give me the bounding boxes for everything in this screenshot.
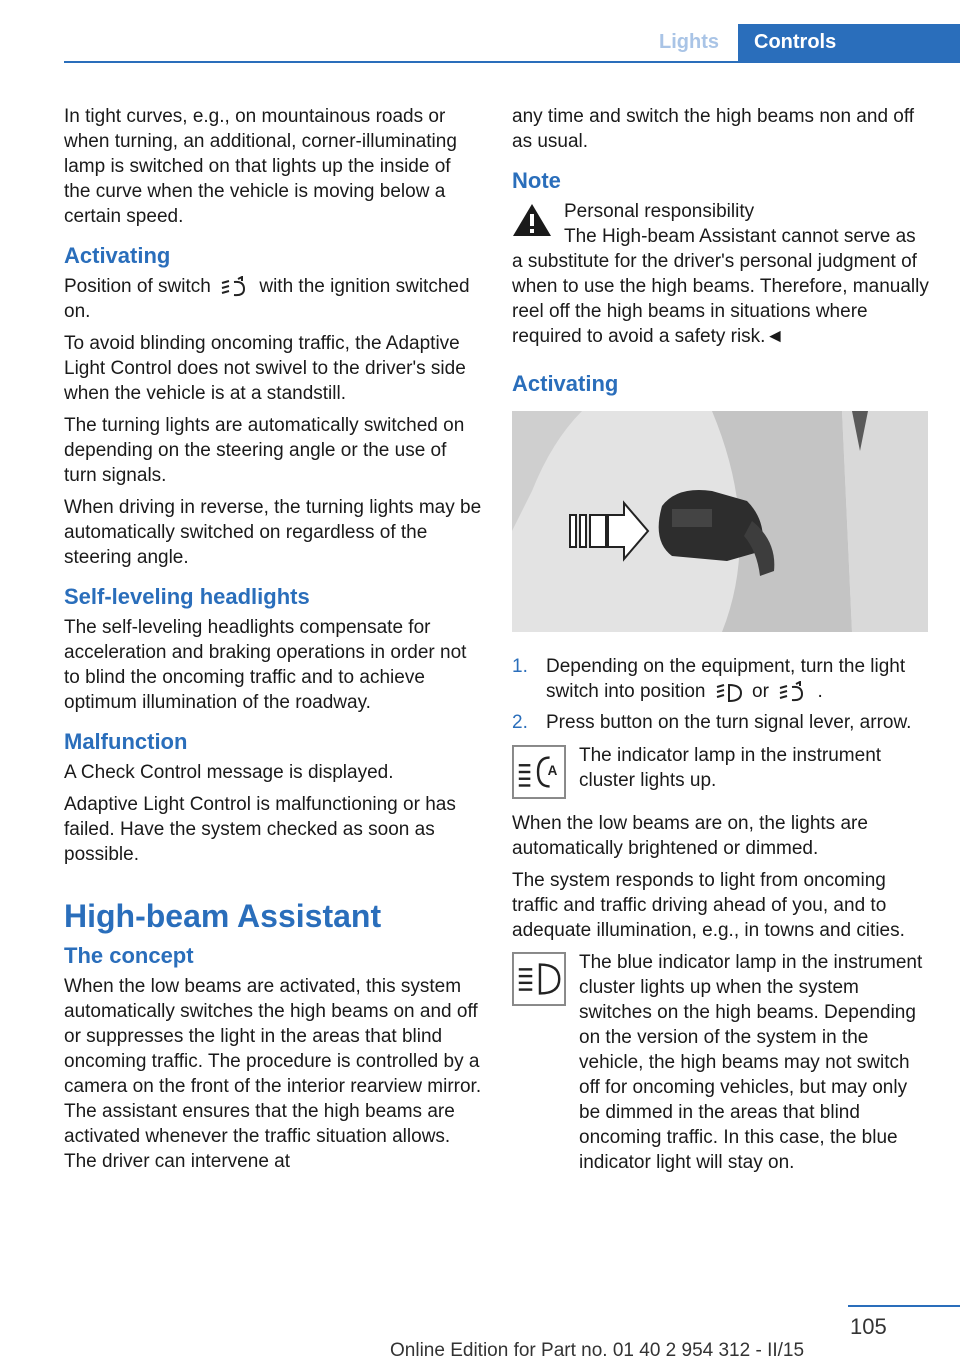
activating-heading: Activating xyxy=(64,243,171,268)
edition-footer: Online Edition for Part no. 01 40 2 954 312 - II/15 xyxy=(390,1340,805,1361)
concept-heading: The concept xyxy=(64,943,194,968)
malfunction-paragraph-1: A Check Control message is displayed. xyxy=(64,762,394,783)
adaptive-light-switch-icon xyxy=(778,681,808,703)
indicator-lamp-text: The indicator lamp in the instrument cluster lights up. xyxy=(579,745,882,791)
svg-text:A: A xyxy=(547,762,558,778)
list-item: 2. Press button on the turn signal lever, arrow. xyxy=(512,712,912,733)
activating-paragraph-4: When driving in reverse, the turning lights may be automatically switched on regardless of the steering angle. xyxy=(64,497,482,568)
activating-paragraph-3: The turning lights are automatically switched on depending on the steering angle or the use of turn signals. xyxy=(64,415,465,486)
activating-switch-paragraph: Position of switch with the ignition switched on. xyxy=(64,276,470,322)
self-leveling-heading: Self-leveling headlights xyxy=(64,584,310,609)
left-column xyxy=(64,104,482,1181)
footer-rule xyxy=(848,1305,960,1307)
note-heading: Note xyxy=(512,168,561,193)
concept-paragraph: When the low beams are activated, this system automatically switches the high beams on and off or suppresses the light in the areas that blind oncoming traffic. The procedure is controlled by a camera on the front of the interior rearview mirror. The assistant ensures that the high beams are activated whenever the traffic situation allows. The driver can intervene at xyxy=(64,976,482,1172)
note-box xyxy=(512,199,930,349)
malfunction-paragraph-2: Adaptive Light Control is malfunctioning or has failed. Have the system checked as soon as possible. xyxy=(64,794,456,865)
self-leveling-paragraph: The self-leveling headlights compensate for acceleration and braking operations in order not to blind the oncoming traffic and to achieve optimum illumination of the roadway. xyxy=(64,617,467,713)
intervene-paragraph: any time and switch the high beams non and off as usual. xyxy=(512,106,915,152)
adaptive-light-switch-icon xyxy=(220,276,250,298)
activation-steps xyxy=(512,654,930,735)
activating-paragraph-2: To avoid blinding oncoming traffic, the Adaptive Light Control does not swivel to the driver's side when the vehicle is at a standstill. xyxy=(64,333,466,404)
header-chapter-tab: Controls xyxy=(738,24,960,61)
note-title: Personal responsibility xyxy=(564,201,755,222)
list-item: 1. Depending on the equipment, turn the light switch into position or . xyxy=(512,656,906,702)
activating-heading-right: Activating xyxy=(512,371,619,396)
right-column xyxy=(512,104,930,1183)
warning-triangle-icon xyxy=(512,203,552,237)
corner-lamp-paragraph: In tight curves, e.g., on mountainous roads or when turning, an additional, corner-illuminating lamp is switched on that lights up the inside of the curve when the vehicle is moving below a certain speed. xyxy=(64,106,457,227)
lever-drawing xyxy=(512,411,928,632)
turn-signal-lever-illustration xyxy=(512,411,928,632)
indicator-lamp-note xyxy=(512,743,930,803)
low-beams-paragraph: When the low beams are on, the lights are automatically brightened or dimmed. xyxy=(512,813,868,859)
note-body: The High-beam Assistant cannot serve as a substitute for the driver's personal judgment of when to use the high beams. Therefore, manually reel off the high beams in situations where required to avoid a safety risk.◄ xyxy=(512,226,929,347)
malfunction-heading: Malfunction xyxy=(64,729,188,754)
high-beam-indicator-icon xyxy=(512,952,566,1006)
high-beam-assistant-indicator-icon xyxy=(512,745,566,799)
high-beam-assistant-heading: High-beam Assistant xyxy=(64,898,382,934)
blue-indicator-text: The blue indicator lamp in the instrument cluster lights up when the system switches on the high beams. Depending on the version of the system in the vehicle, the high beams may not switch off for oncoming vehicles, but may only be dimmed in the areas that blind oncoming traffic. In this case, the blue indicator light will stay on. xyxy=(579,952,923,1173)
low-beam-auto-icon xyxy=(715,681,743,703)
blue-indicator-note xyxy=(512,950,930,1175)
header-rule xyxy=(64,61,960,63)
system-responds-paragraph: The system responds to light from oncoming traffic and traffic driving ahead of you, and to adequate illumination, e.g., in towns and cities. xyxy=(512,870,905,941)
page-number: 105 xyxy=(850,1314,887,1339)
header-section-tab: Lights xyxy=(659,31,719,53)
